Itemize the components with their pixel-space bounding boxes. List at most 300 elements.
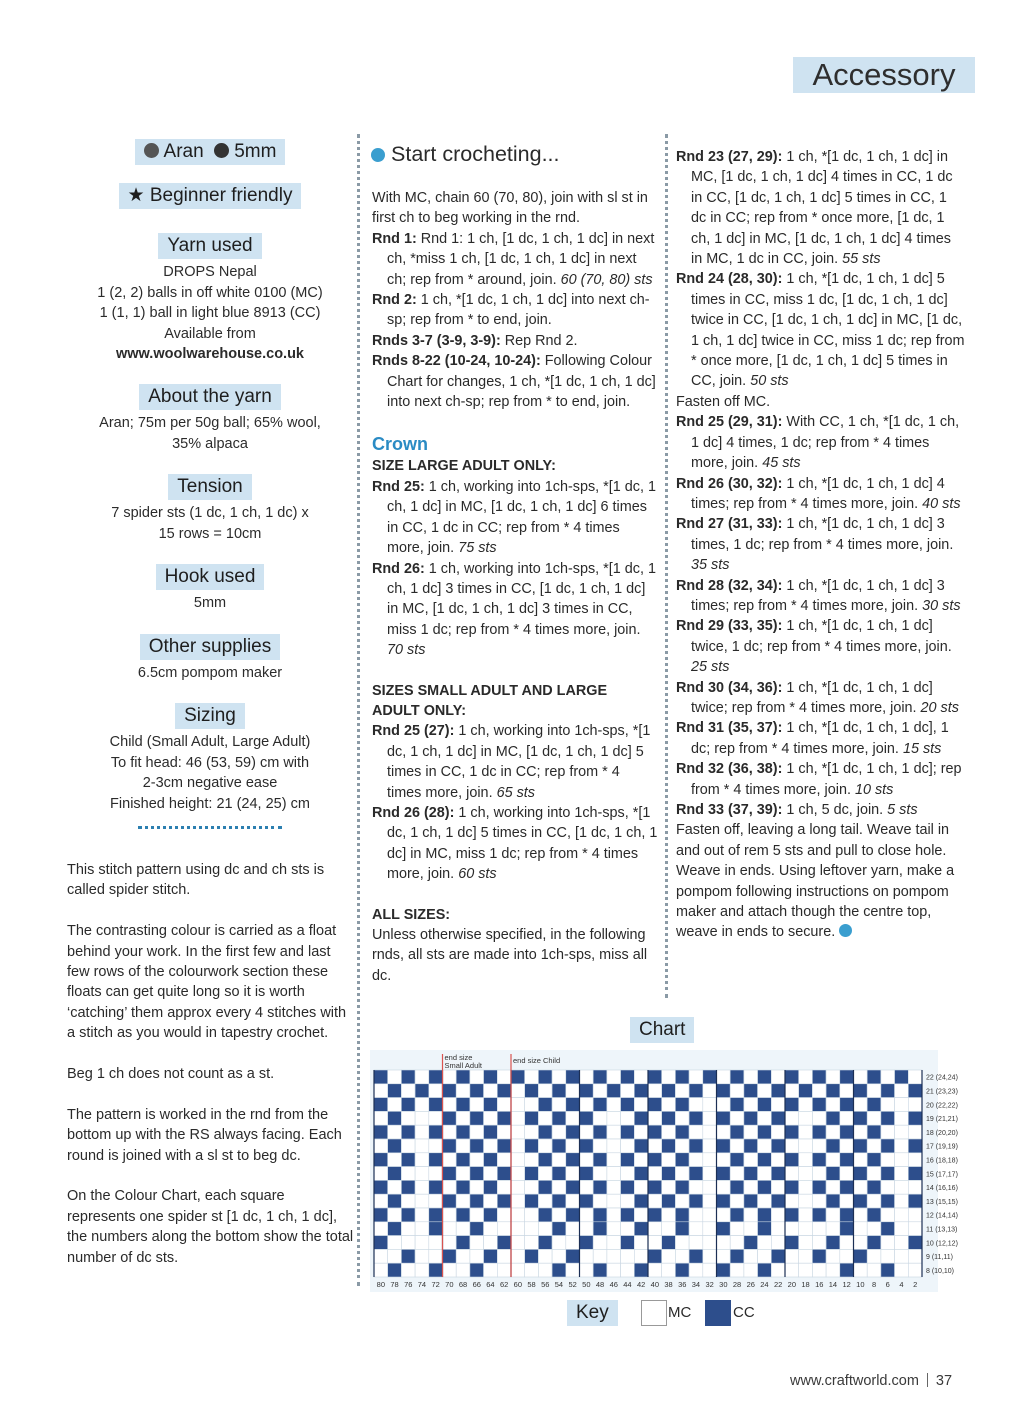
chart-cell — [730, 1098, 744, 1112]
mc-swatch — [641, 1300, 667, 1326]
chart-cell — [497, 1263, 511, 1277]
chart-cell — [662, 1111, 676, 1125]
chart-cell — [443, 1125, 457, 1139]
chart-cell — [908, 1167, 922, 1181]
chart-cell — [415, 1222, 429, 1236]
chart-cell — [758, 1236, 772, 1250]
chart-cell — [552, 1194, 566, 1208]
chart-cell — [538, 1208, 552, 1222]
chart-cell — [867, 1236, 881, 1250]
yarn-line: 1 (2, 2) balls in off white 0100 (MC) — [97, 284, 323, 301]
chart-cell — [758, 1153, 772, 1167]
round-row: Rnd 31 (35, 37): 1 ch, *[1 dc, 1 ch, 1 dc], 1 dc; rep from * 4 times more, join. 15 sts — [676, 720, 949, 757]
chart-cell — [758, 1194, 772, 1208]
chart-cell — [785, 1249, 799, 1263]
chart-cell — [511, 1111, 525, 1125]
chart-cell — [443, 1263, 457, 1277]
yarn-used-text — [60, 262, 360, 365]
round-row: Rnd 30 (34, 36): 1 ch, *[1 dc, 1 ch, 1 dc] twice; rep from * 4 times more, join. 20 sts — [676, 679, 959, 716]
chart-cell — [908, 1180, 922, 1194]
chart-cell — [443, 1208, 457, 1222]
column-divider — [357, 134, 360, 1286]
x-tick-label: 16 — [815, 1280, 824, 1289]
row-label: 16 (18,18) — [926, 1157, 958, 1165]
chart-cell — [785, 1098, 799, 1112]
chart-cell — [621, 1167, 635, 1181]
chart-cell — [621, 1070, 635, 1084]
chart-cell — [593, 1236, 607, 1250]
x-tick-label: 78 — [390, 1280, 399, 1289]
chart-cell — [621, 1153, 635, 1167]
chart-cell — [580, 1084, 594, 1098]
chart-cell — [675, 1249, 689, 1263]
chart-cell — [648, 1208, 662, 1222]
x-tick-label: 66 — [472, 1280, 481, 1289]
chart-cell — [744, 1111, 758, 1125]
chart-cell — [401, 1180, 415, 1194]
row-label: 9 (11,11) — [926, 1254, 953, 1262]
chart-cell — [593, 1070, 607, 1084]
page-number: 37 — [935, 1373, 953, 1389]
chart-cell — [826, 1098, 840, 1112]
chart-cell — [429, 1263, 443, 1277]
chart-cell — [744, 1084, 758, 1098]
chart-cell — [648, 1139, 662, 1153]
chart-cell — [552, 1084, 566, 1098]
chart-cell — [401, 1194, 415, 1208]
chart-cell — [771, 1111, 785, 1125]
chart-cell — [429, 1194, 443, 1208]
chart-cell — [730, 1084, 744, 1098]
chart-cell — [689, 1236, 703, 1250]
chart-cell — [443, 1194, 457, 1208]
chart-cell — [415, 1180, 429, 1194]
chart-cell — [593, 1249, 607, 1263]
chart-cell — [826, 1236, 840, 1250]
round-row: Rnd 29 (33, 35): 1 ch, *[1 dc, 1 ch, 1 dc] twice, 1 dc; rep from * 4 times more, join. 25 sts — [676, 618, 952, 676]
chart-cell — [429, 1139, 443, 1153]
chart-cell — [744, 1208, 758, 1222]
x-tick-label: 42 — [636, 1280, 646, 1289]
chart-cell — [812, 1111, 826, 1125]
chart-cell — [634, 1208, 648, 1222]
chart-cell — [799, 1111, 813, 1125]
chart-cell — [443, 1222, 457, 1236]
chart-cell — [374, 1139, 388, 1153]
chart-cell — [867, 1098, 881, 1112]
chart-cell — [758, 1222, 772, 1236]
chart-cell — [593, 1180, 607, 1194]
mc-label: MC — [668, 1304, 692, 1321]
tension-text — [60, 503, 360, 544]
row-label: 11 (13,13) — [926, 1226, 958, 1234]
chart-cell — [470, 1070, 484, 1084]
chart-cell — [538, 1153, 552, 1167]
chart-cell — [675, 1222, 689, 1236]
chart-cell — [415, 1208, 429, 1222]
chart-cell — [511, 1139, 525, 1153]
start-heading — [371, 142, 560, 167]
chart-cell — [648, 1263, 662, 1277]
row-label: 13 (15,15) — [926, 1198, 958, 1206]
chart-cell — [648, 1194, 662, 1208]
chart-cell — [538, 1236, 552, 1250]
cc-label: CC — [733, 1304, 755, 1321]
chart-cell — [429, 1208, 443, 1222]
supplies-heading: Other supplies — [140, 634, 281, 660]
chart-cell — [812, 1180, 826, 1194]
chart-cell — [374, 1222, 388, 1236]
end-label-small-adult-1: end size — [444, 1053, 473, 1062]
round-row: Rnd 27 (31, 33): 1 ch, *[1 dc, 1 ch, 1 dc] 3 times, 1 dc; rep from * 4 times more, join. 35 sts — [676, 516, 954, 574]
chart-cell — [689, 1111, 703, 1125]
chart-cell — [580, 1125, 594, 1139]
chart-cell — [374, 1167, 388, 1181]
chart-cell — [717, 1167, 731, 1181]
chart-cell — [634, 1098, 648, 1112]
x-tick-label: 56 — [541, 1280, 550, 1289]
chart-cell — [484, 1222, 498, 1236]
chart-cell — [785, 1194, 799, 1208]
chart-cell — [881, 1070, 895, 1084]
chart-cell — [703, 1167, 717, 1181]
chart-cell — [511, 1222, 525, 1236]
chart-cell — [771, 1098, 785, 1112]
round-row: Rnd 2: 1 ch, *[1 dc, 1 ch, 1 dc] into next ch-sp; rep from * to end, join. — [372, 292, 650, 329]
chart-cell — [758, 1111, 772, 1125]
chart-cell — [826, 1139, 840, 1153]
chart-cell — [689, 1222, 703, 1236]
chart-cell — [717, 1070, 731, 1084]
footer-site[interactable]: www.craftworld.com — [790, 1373, 919, 1389]
yarn-used-heading: Yarn used — [158, 233, 261, 259]
chart-cell — [429, 1111, 443, 1125]
yarn-ball-icon — [371, 148, 385, 162]
chart-cell — [538, 1194, 552, 1208]
round-row: Rnd 1: Rnd 1: 1 ch, [1 dc, 1 ch, 1 dc] in next ch, *miss 1 ch, [1 dc, 1 ch, 1 dc] in next ch; rep from * around, join. 60 (70, 80) sts — [372, 230, 655, 288]
chart-cell — [730, 1208, 744, 1222]
x-tick-label: 48 — [595, 1280, 605, 1289]
chart-cell — [881, 1222, 895, 1236]
row-label: 8 (10,10) — [926, 1267, 955, 1275]
chart-cell — [566, 1222, 580, 1236]
chart-cell — [443, 1180, 457, 1194]
chart-cell — [730, 1167, 744, 1181]
chart-cell — [840, 1084, 854, 1098]
chart-cell — [497, 1153, 511, 1167]
sizing-line: To fit head: 46 (53, 59) cm with — [110, 754, 310, 771]
chart-cell — [621, 1084, 635, 1098]
chart-cell — [662, 1194, 676, 1208]
x-tick-label: 6 — [885, 1280, 890, 1289]
chart-cell — [607, 1098, 621, 1112]
chart-cell — [566, 1194, 580, 1208]
row-label: 22 (24,24) — [926, 1074, 958, 1082]
chart-cell — [675, 1070, 689, 1084]
chart-cell — [538, 1222, 552, 1236]
chart-cell — [854, 1263, 868, 1277]
chart-cell — [854, 1125, 868, 1139]
chart-cell — [812, 1236, 826, 1250]
chart-cell — [511, 1153, 525, 1167]
chart-cell — [566, 1098, 580, 1112]
chart-cell — [826, 1222, 840, 1236]
chart-cell — [867, 1111, 881, 1125]
chart-cell — [689, 1167, 703, 1181]
chart-cell — [881, 1139, 895, 1153]
chart-cell — [689, 1125, 703, 1139]
chart-cell — [881, 1194, 895, 1208]
chart-cell — [525, 1222, 539, 1236]
chart-cell — [552, 1236, 566, 1250]
chart-cell — [744, 1098, 758, 1112]
x-tick-label: 32 — [705, 1280, 714, 1289]
chart-cell — [648, 1125, 662, 1139]
chart-cell — [854, 1070, 868, 1084]
x-tick-label: 76 — [404, 1280, 413, 1289]
chart-cell — [607, 1111, 621, 1125]
chart-cell — [689, 1084, 703, 1098]
chart-cell — [744, 1125, 758, 1139]
supplier-link[interactable]: www.woolwarehouse.co.uk — [116, 346, 304, 362]
chart-cell — [840, 1070, 854, 1084]
chart-cell — [826, 1153, 840, 1167]
chart-cell — [593, 1167, 607, 1181]
chart-cell — [566, 1153, 580, 1167]
chart-cell — [662, 1222, 676, 1236]
chart-cell — [895, 1249, 909, 1263]
chart-cell — [634, 1111, 648, 1125]
chart-cell — [484, 1098, 498, 1112]
x-tick-label: 40 — [650, 1280, 660, 1289]
x-tick-label: 72 — [431, 1280, 440, 1289]
chart-cell — [429, 1236, 443, 1250]
chart-cell — [401, 1098, 415, 1112]
chart-cell — [840, 1249, 854, 1263]
chart-cell — [895, 1180, 909, 1194]
chart-cell — [443, 1084, 457, 1098]
chart-cell — [621, 1098, 635, 1112]
chart-cell — [908, 1111, 922, 1125]
chart-cell — [771, 1125, 785, 1139]
tension-heading: Tension — [168, 474, 252, 500]
chart-cell — [908, 1208, 922, 1222]
chart-cell — [593, 1139, 607, 1153]
chart-cell — [785, 1111, 799, 1125]
chart-cell — [867, 1222, 881, 1236]
chart-cell — [593, 1153, 607, 1167]
chart-cell — [785, 1180, 799, 1194]
chart-cell — [662, 1236, 676, 1250]
chart-cell — [401, 1125, 415, 1139]
chart-cell — [607, 1070, 621, 1084]
chart-cell — [415, 1111, 429, 1125]
chart-cell — [374, 1249, 388, 1263]
chart-cell — [593, 1194, 607, 1208]
chart-cell — [744, 1236, 758, 1250]
chart-cell — [484, 1249, 498, 1263]
chart-cell — [401, 1153, 415, 1167]
chart-cell — [456, 1222, 470, 1236]
chart-cell — [689, 1180, 703, 1194]
x-tick-label: 50 — [582, 1280, 591, 1289]
chart-cell — [511, 1084, 525, 1098]
x-tick-label: 54 — [554, 1280, 564, 1289]
chart-cell — [867, 1208, 881, 1222]
chart-cell — [689, 1153, 703, 1167]
chart-cell — [675, 1208, 689, 1222]
chart-cell — [840, 1111, 854, 1125]
chart-cell — [552, 1070, 566, 1084]
x-tick-label: 30 — [719, 1280, 728, 1289]
x-tick-label: 46 — [609, 1280, 618, 1289]
chart-cell — [429, 1098, 443, 1112]
chart-cell — [895, 1236, 909, 1250]
chart-cell — [634, 1070, 648, 1084]
chart-cell — [538, 1139, 552, 1153]
crown-heading: Crown — [372, 434, 428, 455]
chart-cell — [689, 1249, 703, 1263]
chart-cell — [401, 1249, 415, 1263]
x-tick-label: 22 — [773, 1280, 783, 1289]
chart-cell — [662, 1153, 676, 1167]
chart-cell — [799, 1180, 813, 1194]
chart-cell — [484, 1125, 498, 1139]
chart-cell — [854, 1194, 868, 1208]
chart-cell — [607, 1222, 621, 1236]
chart-cell — [812, 1222, 826, 1236]
chart-cell — [374, 1125, 388, 1139]
chart-cell — [785, 1167, 799, 1181]
chart-cell — [771, 1139, 785, 1153]
chart-cell — [374, 1194, 388, 1208]
chart-cell — [538, 1125, 552, 1139]
chart-cell — [415, 1084, 429, 1098]
chart-cell — [744, 1194, 758, 1208]
chart-cell — [895, 1194, 909, 1208]
chart-cell — [415, 1167, 429, 1181]
chart-cell — [456, 1153, 470, 1167]
chart-cell — [552, 1139, 566, 1153]
chart-cell — [634, 1125, 648, 1139]
chart-cell — [511, 1249, 525, 1263]
round-row: Rnd 26 (30, 32): 1 ch, *[1 dc, 1 ch, 1 dc] 4 times; rep from * 4 times more, join. 40 sts — [676, 475, 961, 512]
chart-cell — [374, 1070, 388, 1084]
round-row: Rnd 25 (27): 1 ch, working into 1ch-sps, *[1 dc, 1 ch, 1 dc] in MC, [1 dc, 1 ch, 1 dc] 5 times in CC, 1 dc in CC; rep from * 4 times more, join. 65 sts — [372, 723, 651, 801]
chart-cell — [730, 1222, 744, 1236]
x-tick-label: 20 — [787, 1280, 797, 1289]
chart-cell — [470, 1167, 484, 1181]
chart-cell — [580, 1263, 594, 1277]
dotted-divider — [138, 826, 282, 829]
chart-cell — [607, 1084, 621, 1098]
row-label: 15 (17,17) — [926, 1171, 958, 1179]
chart-cell — [388, 1125, 402, 1139]
chart-cell — [443, 1070, 457, 1084]
chart-cell — [895, 1098, 909, 1112]
chart-cell — [621, 1194, 635, 1208]
tension-line: 15 rows = 10cm — [158, 525, 262, 542]
chart-cell — [429, 1167, 443, 1181]
chart-cell — [881, 1263, 895, 1277]
chart-cell — [662, 1125, 676, 1139]
round-row: Rnd 25 (29, 31): With CC, 1 ch, *[1 dc, 1 ch, 1 dc] 4 times, 1 dc; rep from * 4 times more, join. 45 sts — [676, 414, 960, 472]
chart-cell — [648, 1098, 662, 1112]
chart-cell — [443, 1098, 457, 1112]
chart-cell — [881, 1084, 895, 1098]
chart-cell — [662, 1249, 676, 1263]
chart-cell — [675, 1236, 689, 1250]
chart-cell — [593, 1098, 607, 1112]
round-row: Rnd 26: 1 ch, working into 1ch-sps, *[1 dc, 1 ch, 1 dc] 3 times in CC, [1 dc, 1 ch, 1 dc] in MC, [1 dc, 1 ch, 1 dc] 3 times in CC, miss 1 dc; rep from * 4 times more, join. 70 sts — [372, 560, 656, 659]
chart-cell — [758, 1180, 772, 1194]
note-paragraph: This stitch pattern using dc and ch sts is called spider stitch. — [67, 862, 325, 899]
chart-cell — [648, 1167, 662, 1181]
about-line: Aran; 75m per 50g ball; 65% wool, — [99, 415, 321, 431]
chart-cell — [895, 1208, 909, 1222]
chart-cell — [429, 1153, 443, 1167]
chart-cell — [484, 1208, 498, 1222]
chart-cell — [470, 1098, 484, 1112]
round-row: Rnd 25: 1 ch, working into 1ch-sps, *[1 dc, 1 ch, 1 dc] in MC, [1 dc, 1 ch, 1 dc] 6 times in CC, 1 dc in CC; rep from * 4 times more, join. 75 sts — [372, 478, 656, 557]
chart-cell — [388, 1263, 402, 1277]
chart-cell — [908, 1236, 922, 1250]
chart-cell — [675, 1263, 689, 1277]
cc-swatch — [705, 1300, 731, 1326]
chart-cell — [511, 1167, 525, 1181]
chart-cell — [648, 1070, 662, 1084]
chart-cell — [401, 1111, 415, 1125]
chart-cell — [703, 1084, 717, 1098]
chart-cell — [730, 1125, 744, 1139]
chart-cell — [717, 1222, 731, 1236]
chart-cell — [443, 1249, 457, 1263]
chart-cell — [785, 1125, 799, 1139]
chart-cell — [854, 1208, 868, 1222]
chart-cell — [881, 1125, 895, 1139]
chart-cell — [895, 1111, 909, 1125]
chart-cell — [867, 1125, 881, 1139]
chart-cell — [566, 1125, 580, 1139]
chart-cell — [730, 1236, 744, 1250]
chart-cell — [566, 1236, 580, 1250]
chart-cell — [525, 1167, 539, 1181]
chart-cell — [895, 1167, 909, 1181]
chart-cell — [429, 1222, 443, 1236]
chart-cell — [730, 1194, 744, 1208]
chart-cell — [717, 1263, 731, 1277]
x-tick-label: 28 — [732, 1280, 742, 1289]
x-tick-label: 24 — [760, 1280, 769, 1289]
chart-cell — [511, 1208, 525, 1222]
chart-cell — [580, 1070, 594, 1084]
chart-cell — [634, 1180, 648, 1194]
chart-cell — [730, 1180, 744, 1194]
row-label: 14 (16,16) — [926, 1185, 958, 1193]
chart-cell — [840, 1139, 854, 1153]
yarn-line: Available from — [164, 325, 256, 342]
chart-cell — [566, 1208, 580, 1222]
chart-cell — [456, 1098, 470, 1112]
chart-cell — [593, 1125, 607, 1139]
chart-cell — [826, 1194, 840, 1208]
chart-cell — [744, 1070, 758, 1084]
chart-cell — [908, 1194, 922, 1208]
row-label: 12 (14,14) — [926, 1212, 958, 1220]
x-tick-label: 8 — [871, 1280, 877, 1289]
chart-cell — [580, 1139, 594, 1153]
chart-cell — [826, 1249, 840, 1263]
